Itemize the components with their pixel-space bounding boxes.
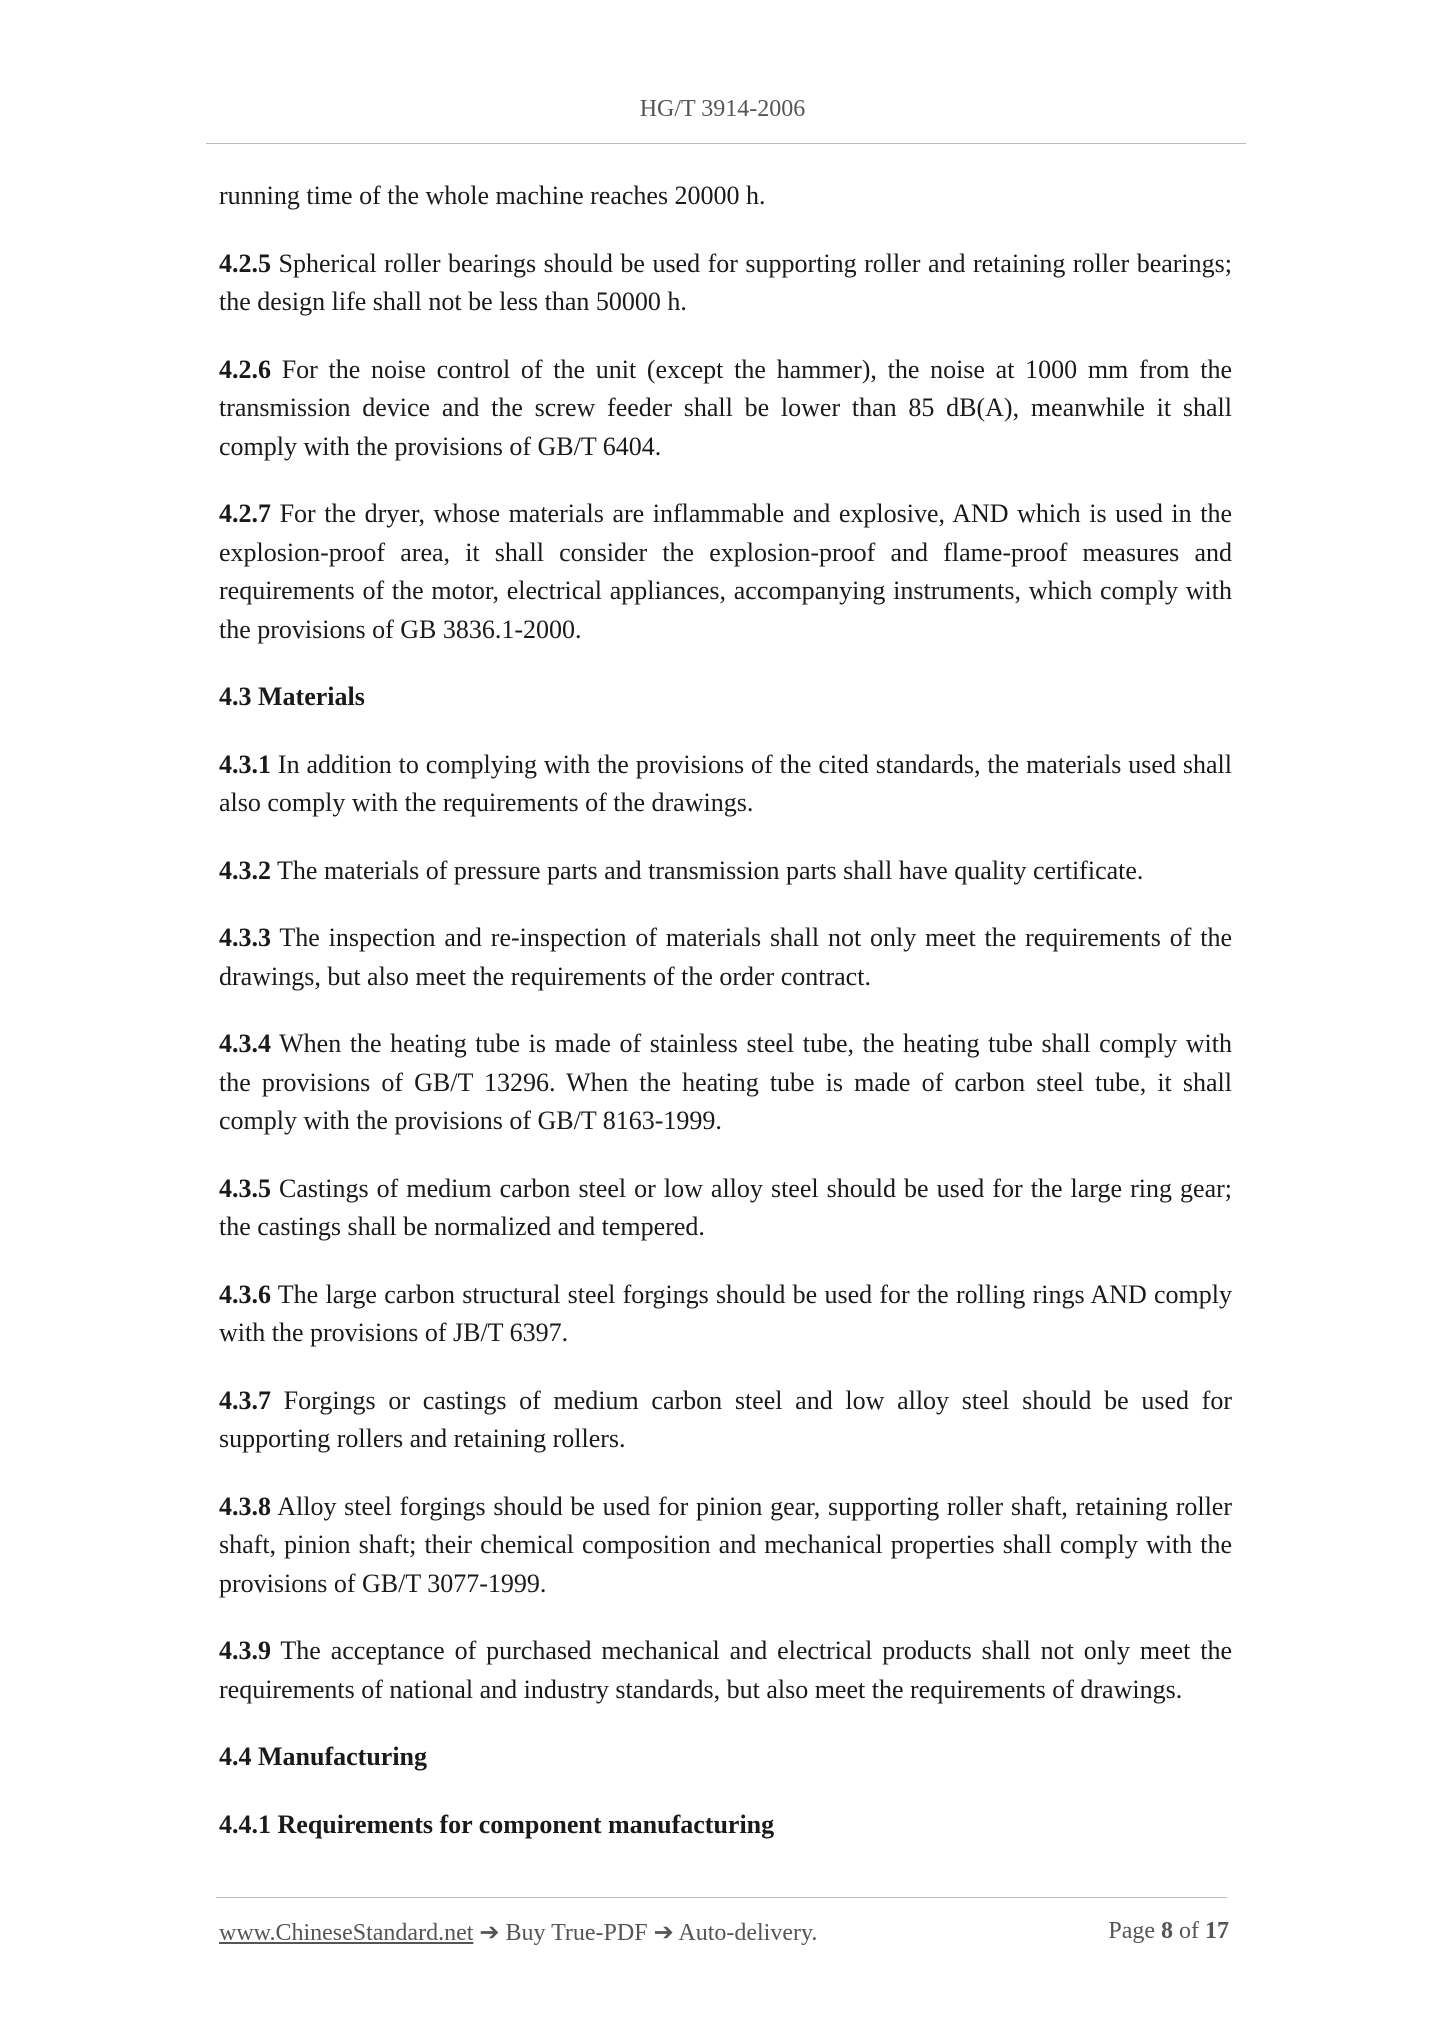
clause-text: The inspection and re-inspection of materials shall not only meet the requirements of the drawings, but also meet the requirements of the order contract. <box>219 923 1232 991</box>
total-pages-number: 17 <box>1205 1918 1229 1944</box>
clause-4-2-5 <box>219 245 1232 322</box>
page-counter <box>1108 1918 1229 1945</box>
of-label: of <box>1179 1918 1199 1944</box>
clause-number: 4.2.5 <box>219 248 271 278</box>
clause-number: 4.3.1 <box>219 749 271 779</box>
clause-number: 4.2.7 <box>219 499 271 528</box>
buy-pdf-text: Buy True-PDF <box>505 1920 648 1946</box>
clause-text: Alloy steel forgings should be used for pinion gear, supporting roller shaft, retaining roller shaft, pinion shaft; their chemical composition and mechanical properties shall comply with the provisions of GB/T 3077-1999. <box>219 1491 1232 1598</box>
clause-text: For the noise control of the unit (except the hammer), the noise at 1000 mm from the transmission device and the screw feeder shall be lower than 85 dB(A), meanwhile it shall comply with the provisions of GB/T 6404. <box>219 354 1232 461</box>
clause-text: When the heating tube is made of stainless steel tube, the heating tube shall comply with the provisions of GB/T 13296. When the heating tube is made of carbon steel tube, it shall comply with the provisions of GB/T 8163-1999. <box>219 1029 1232 1135</box>
clause-4-3-5 <box>219 1170 1232 1247</box>
clause-number: 4.3.2 <box>219 855 271 885</box>
clause-text: Forgings or castings of medium carbon steel and low alloy steel should be used for supporting rollers and retaining rollers. <box>219 1385 1232 1453</box>
clause-4-3-7 <box>219 1382 1232 1459</box>
clause-number: 4.2.6 <box>219 354 271 384</box>
paragraph-continuation <box>219 177 1232 216</box>
auto-delivery-text: Auto-delivery. <box>678 1920 818 1946</box>
clause-text: The acceptance of purchased mechanical and electrical products shall not only meet the requirements of national and industry standards, but also meet the requirements of drawings. <box>219 1636 1232 1704</box>
site-link[interactable]: www.ChineseStandard.net <box>219 1920 474 1946</box>
subsection-heading-component-manufacturing: 4.4.1 Requirements for component manufacturing <box>219 1809 775 1839</box>
page-body <box>219 177 1232 1873</box>
clause-4-3-8 <box>219 1488 1232 1604</box>
paragraph-text: running time of the whole machine reaches 20000 h. <box>219 181 766 210</box>
clause-text: In addition to complying with the provisions of the cited standards, the materials used shall also comply with the requirements of the drawings. <box>219 749 1232 817</box>
document-code-header: HG/T 3914-2006 <box>639 96 806 122</box>
clause-number: 4.3.8 <box>219 1491 271 1521</box>
arrow-right-icon: ➔ <box>479 1920 500 1946</box>
clause-text: Castings of medium carbon steel or low alloy steel should be used for the large ring gear; the castings shall be normalized and tempered. <box>219 1173 1232 1241</box>
clause-4-3-6 <box>219 1276 1232 1353</box>
clause-text: The materials of pressure parts and transmission parts shall have quality certificate. <box>271 855 1144 885</box>
clause-text: Spherical roller bearings should be used for supporting roller and retaining roller bearings; the design life shall not be less than 50000 h. <box>219 248 1232 316</box>
clause-number: 4.3.3 <box>219 923 271 952</box>
clause-number: 4.3.4 <box>219 1029 271 1058</box>
arrow-right-icon: ➔ <box>653 1920 674 1946</box>
clause-4-3-1 <box>219 746 1232 823</box>
clause-4-3-4 <box>219 1025 1232 1141</box>
clause-number: 4.3.5 <box>219 1173 271 1203</box>
header-divider <box>206 143 1246 144</box>
clause-4-3-2 <box>219 852 1232 891</box>
footer-divider <box>216 1897 1227 1898</box>
clause-4-3-9 <box>219 1632 1232 1709</box>
clause-number: 4.3.6 <box>219 1279 271 1309</box>
clause-number: 4.3.7 <box>219 1385 271 1415</box>
clause-4-3-3 <box>219 919 1232 996</box>
section-heading-manufacturing: 4.4 Manufacturing <box>219 1742 427 1771</box>
clause-number: 4.3.9 <box>219 1636 271 1665</box>
clause-text: For the dryer, whose materials are inflammable and explosive, AND which is used in the explosion-proof area, it shall consider the explosion-proof and flame-proof measures and requirements of the motor, electrical appliances, accompanying instruments, which comply with the provisions of GB 3836.1-2000. <box>219 499 1232 644</box>
clause-text: The large carbon structural steel forgings should be used for the rolling rings AND comply with the provisions of JB/T 6397. <box>219 1279 1232 1347</box>
clause-4-2-7 <box>219 495 1232 649</box>
section-heading-materials: 4.3 Materials <box>219 682 365 711</box>
page-label: Page <box>1108 1918 1155 1944</box>
current-page-number: 8 <box>1161 1918 1173 1944</box>
clause-4-2-6 <box>219 351 1232 467</box>
footer-promo <box>219 1918 817 1947</box>
